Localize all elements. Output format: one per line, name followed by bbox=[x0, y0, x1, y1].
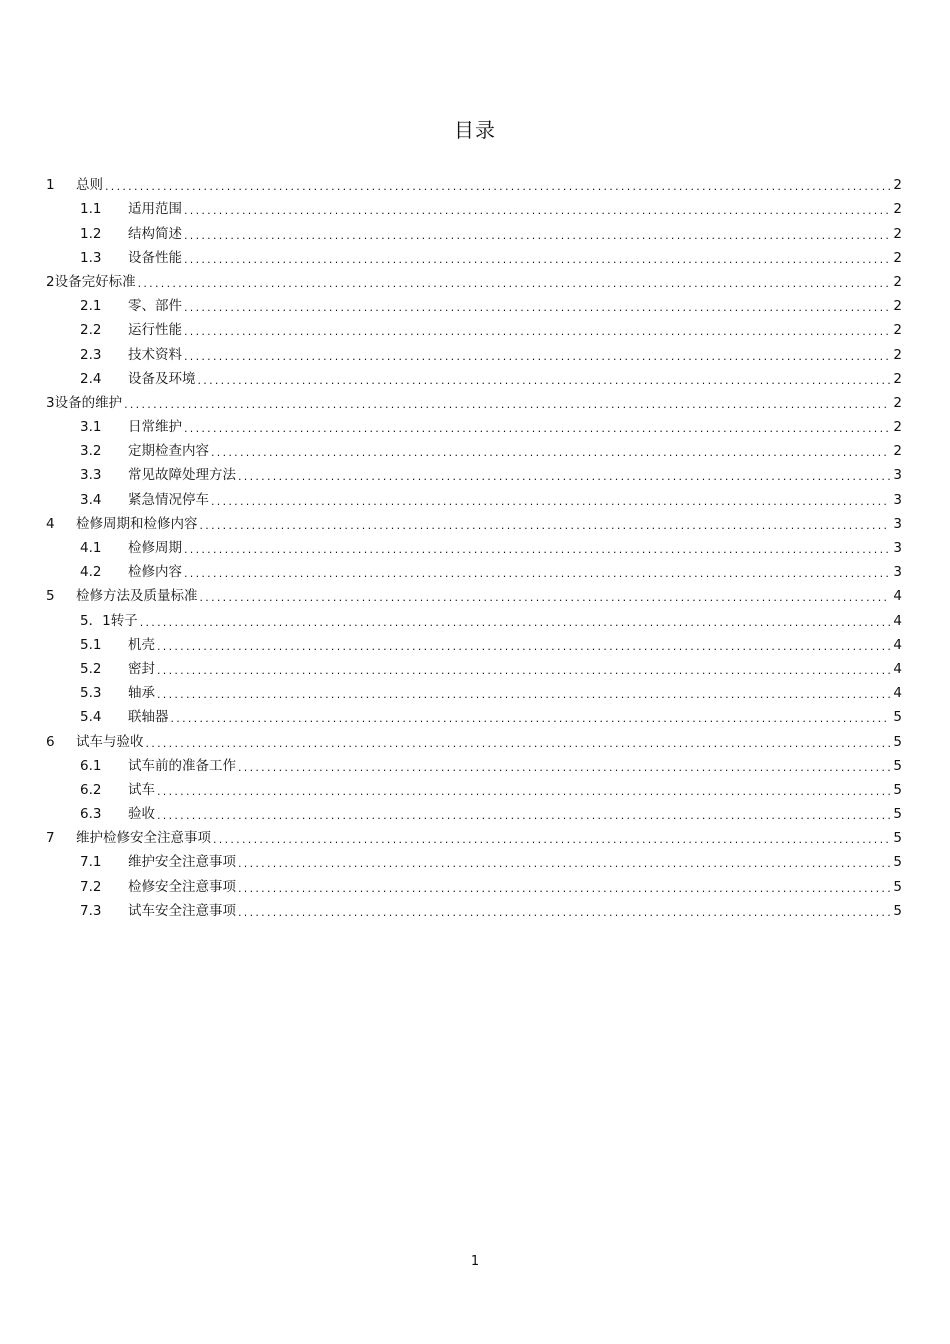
toc-entry-text: 维护检修安全注意事项 bbox=[76, 830, 211, 847]
toc-entry[interactable] bbox=[46, 463, 902, 487]
toc-entry-number: 5．1 bbox=[80, 612, 111, 629]
toc-entry-text: 密封 bbox=[128, 660, 155, 677]
toc-entry-page: 2 bbox=[893, 346, 902, 363]
toc-entry[interactable] bbox=[46, 221, 902, 245]
dot-leader bbox=[157, 661, 890, 681]
dot-leader bbox=[198, 371, 891, 391]
dot-leader bbox=[213, 830, 890, 850]
toc-entry-number: 5 bbox=[46, 588, 55, 605]
toc-entry-number: 2.3 bbox=[80, 346, 102, 363]
dot-leader bbox=[184, 226, 890, 246]
toc-entry-page: 2 bbox=[893, 322, 902, 339]
toc-entry-number: 1.3 bbox=[80, 249, 102, 266]
toc-entry[interactable] bbox=[46, 173, 902, 197]
toc-entry-page: 2 bbox=[893, 201, 902, 218]
dot-leader bbox=[200, 588, 891, 608]
toc-entry-text: 试车与验收 bbox=[76, 733, 144, 750]
toc-entry[interactable] bbox=[46, 778, 902, 802]
toc-entry-page: 3 bbox=[893, 467, 902, 484]
toc-entry-number: 7.2 bbox=[80, 878, 102, 895]
dot-leader bbox=[238, 854, 890, 874]
toc-entry-page: 3 bbox=[893, 515, 902, 532]
toc-entry-text: 轴承 bbox=[128, 685, 155, 702]
toc-entry-text: 技术资料 bbox=[128, 346, 182, 363]
toc-entry-number: 5.3 bbox=[80, 685, 102, 702]
toc-entry-text: 总则 bbox=[76, 177, 103, 194]
toc-entry-number: 2.2 bbox=[80, 322, 102, 339]
dot-leader bbox=[211, 492, 890, 512]
toc-entry-page: 2 bbox=[893, 298, 902, 315]
dot-leader bbox=[184, 564, 890, 584]
toc-entry-number: 7 bbox=[46, 830, 55, 847]
toc-entry-page: 2 bbox=[893, 177, 902, 194]
toc-entry-page: 2 bbox=[893, 370, 902, 387]
toc-entry[interactable] bbox=[46, 681, 902, 705]
toc-entry-text: 定期检查内容 bbox=[128, 443, 209, 460]
toc-entry-text: 检修内容 bbox=[128, 564, 182, 581]
toc-entry-page: 4 bbox=[893, 612, 902, 629]
toc-entry[interactable] bbox=[46, 633, 902, 657]
toc-entry-number: 1.1 bbox=[80, 201, 102, 218]
dot-leader bbox=[184, 201, 890, 221]
toc-entry-text: 试车安全注意事项 bbox=[128, 902, 236, 919]
toc-entry-page: 2 bbox=[893, 419, 902, 436]
dot-leader bbox=[211, 443, 890, 463]
toc-entry-page: 2 bbox=[893, 443, 902, 460]
toc-entry-text: 常见故障处理方法 bbox=[128, 467, 236, 484]
toc-entry[interactable] bbox=[46, 391, 902, 415]
toc-entry-number: 7.3 bbox=[80, 902, 102, 919]
toc-entry-number: 6 bbox=[46, 733, 55, 750]
dot-leader bbox=[200, 516, 891, 536]
toc-entry-text: 检修周期 bbox=[128, 540, 182, 556]
toc-entry-text: 日常维护 bbox=[128, 419, 182, 436]
toc-entry-text: 零、部件 bbox=[128, 298, 182, 315]
toc-entry-number: 3.2 bbox=[80, 443, 102, 460]
dot-leader bbox=[184, 540, 890, 560]
toc-entry-number: 6.2 bbox=[80, 781, 102, 798]
dot-leader bbox=[146, 734, 891, 754]
toc-entry-number: 6.3 bbox=[80, 806, 102, 823]
dot-leader bbox=[157, 806, 890, 826]
toc-entry-text: 检修安全注意事项 bbox=[128, 878, 236, 895]
dot-leader bbox=[184, 347, 890, 367]
toc-entry-text: 运行性能 bbox=[128, 322, 182, 339]
toc-entry[interactable] bbox=[46, 560, 902, 584]
toc-entry[interactable] bbox=[46, 512, 902, 536]
toc-entry-text: 试车前的准备工作 bbox=[128, 757, 236, 774]
dot-leader bbox=[171, 709, 891, 729]
toc-entry-number: 7.1 bbox=[80, 854, 102, 871]
toc-entry[interactable] bbox=[46, 342, 902, 366]
dot-leader bbox=[157, 782, 890, 802]
toc-entry-page: 5 bbox=[893, 902, 902, 919]
toc-entry[interactable] bbox=[46, 246, 902, 270]
toc-entry[interactable] bbox=[46, 850, 902, 874]
dot-leader bbox=[124, 395, 890, 415]
toc-entry-page: 4 bbox=[893, 685, 902, 702]
toc-entry-number: 3 bbox=[46, 394, 55, 411]
toc-entry[interactable] bbox=[46, 802, 902, 826]
toc-entry-text: 适用范围 bbox=[128, 201, 182, 218]
dot-leader bbox=[105, 177, 890, 197]
toc-entry-page: 5 bbox=[893, 733, 902, 750]
toc-entry-number: 4.1 bbox=[80, 540, 102, 556]
dot-leader bbox=[184, 419, 890, 439]
dot-leader bbox=[184, 322, 890, 342]
toc-entry-text: 结构简述 bbox=[128, 225, 182, 242]
toc-title: 目录 bbox=[454, 118, 496, 142]
toc-entry-page: 5 bbox=[893, 757, 902, 774]
toc-entry-number: 2.4 bbox=[80, 370, 102, 387]
toc-entry-page: 3 bbox=[893, 564, 902, 581]
toc-entry-number: 1.2 bbox=[80, 225, 102, 242]
toc-entry[interactable] bbox=[46, 826, 902, 850]
toc-entry-page: 4 bbox=[893, 636, 902, 653]
dot-leader bbox=[157, 685, 890, 705]
dot-leader bbox=[238, 903, 890, 923]
toc-entry-page: 2 bbox=[893, 273, 902, 290]
toc-entry-page: 5 bbox=[893, 878, 902, 895]
toc-entry[interactable] bbox=[46, 318, 902, 342]
toc-entry[interactable] bbox=[46, 197, 902, 221]
toc-entry-page: 4 bbox=[893, 660, 902, 677]
toc-entry-number: 5.4 bbox=[80, 709, 102, 726]
toc-entry[interactable] bbox=[46, 657, 902, 681]
toc-entry[interactable] bbox=[46, 608, 902, 632]
toc-entry-number: 6.1 bbox=[80, 757, 102, 774]
toc-entry[interactable] bbox=[46, 270, 902, 294]
page-number: 1 bbox=[470, 1254, 480, 1269]
toc-entry[interactable] bbox=[46, 729, 902, 753]
dot-leader bbox=[184, 250, 890, 270]
dot-leader bbox=[238, 879, 890, 899]
toc-entry-text: 检修方法及质量标准 bbox=[76, 588, 198, 605]
toc-entry[interactable] bbox=[46, 415, 902, 439]
toc-entry[interactable] bbox=[46, 584, 902, 608]
toc-entry-number: 3.4 bbox=[80, 491, 102, 508]
dot-leader bbox=[184, 298, 890, 318]
dot-leader bbox=[157, 637, 890, 657]
dot-leader bbox=[138, 274, 890, 294]
toc-entry[interactable] bbox=[46, 705, 902, 729]
toc-entry-number: 4.2 bbox=[80, 564, 102, 581]
toc-entry-text: 联轴器 bbox=[128, 709, 169, 726]
toc-entry-page: 5 bbox=[893, 709, 902, 726]
dot-leader bbox=[238, 467, 890, 487]
toc-entry[interactable] bbox=[46, 536, 902, 560]
toc-entry-text: 机壳 bbox=[128, 636, 155, 653]
toc-entry-page: 5 bbox=[893, 830, 902, 847]
toc-entry-text: 设备性能 bbox=[128, 249, 182, 266]
toc-entry[interactable] bbox=[46, 294, 902, 318]
toc-entry-page: 3 bbox=[893, 491, 902, 508]
toc-entry[interactable] bbox=[46, 874, 902, 898]
toc-entry[interactable] bbox=[46, 754, 902, 778]
toc-entry-text: 设备完好标准 bbox=[54, 273, 136, 290]
toc-entry-number: 5.1 bbox=[80, 636, 102, 653]
toc-entry[interactable] bbox=[46, 367, 902, 391]
dot-leader bbox=[140, 613, 890, 633]
toc-entry-text: 设备及环境 bbox=[128, 370, 196, 387]
toc-entry-text: 维护安全注意事项 bbox=[128, 854, 236, 871]
toc-entry-number: 5.2 bbox=[80, 660, 102, 677]
toc-entry-number: 2 bbox=[46, 273, 55, 290]
toc-entry-page: 5 bbox=[893, 854, 902, 871]
toc-entry-page: 5 bbox=[893, 781, 902, 798]
toc-entry-page: 2 bbox=[893, 249, 902, 266]
toc-entry-number: 1 bbox=[46, 177, 55, 194]
toc-entry-number: 4 bbox=[46, 515, 55, 532]
toc-entry-page: 4 bbox=[893, 588, 902, 605]
toc-entry-text: 设备的维护 bbox=[54, 394, 123, 411]
toc-entry-text: 试车 bbox=[128, 781, 155, 798]
toc-entry-page: 5 bbox=[893, 806, 902, 823]
toc-entry-page: 3 bbox=[893, 540, 902, 556]
toc-entry-text: 转子 bbox=[110, 612, 138, 629]
toc-entry-text: 验收 bbox=[128, 806, 155, 823]
toc-entry-number: 2.1 bbox=[80, 298, 102, 315]
toc-entry[interactable] bbox=[46, 487, 902, 511]
toc-entry[interactable] bbox=[46, 899, 902, 923]
toc-entry[interactable] bbox=[46, 439, 902, 463]
toc-entry-number: 3.1 bbox=[80, 419, 102, 436]
table-of-contents bbox=[46, 173, 902, 923]
toc-entry-number: 3.3 bbox=[80, 467, 102, 484]
dot-leader bbox=[238, 758, 890, 778]
toc-entry-text: 紧急情况停车 bbox=[128, 491, 209, 508]
toc-entry-page: 2 bbox=[893, 225, 902, 242]
toc-entry-text: 检修周期和检修内容 bbox=[76, 515, 198, 532]
toc-entry-page: 2 bbox=[893, 394, 902, 411]
